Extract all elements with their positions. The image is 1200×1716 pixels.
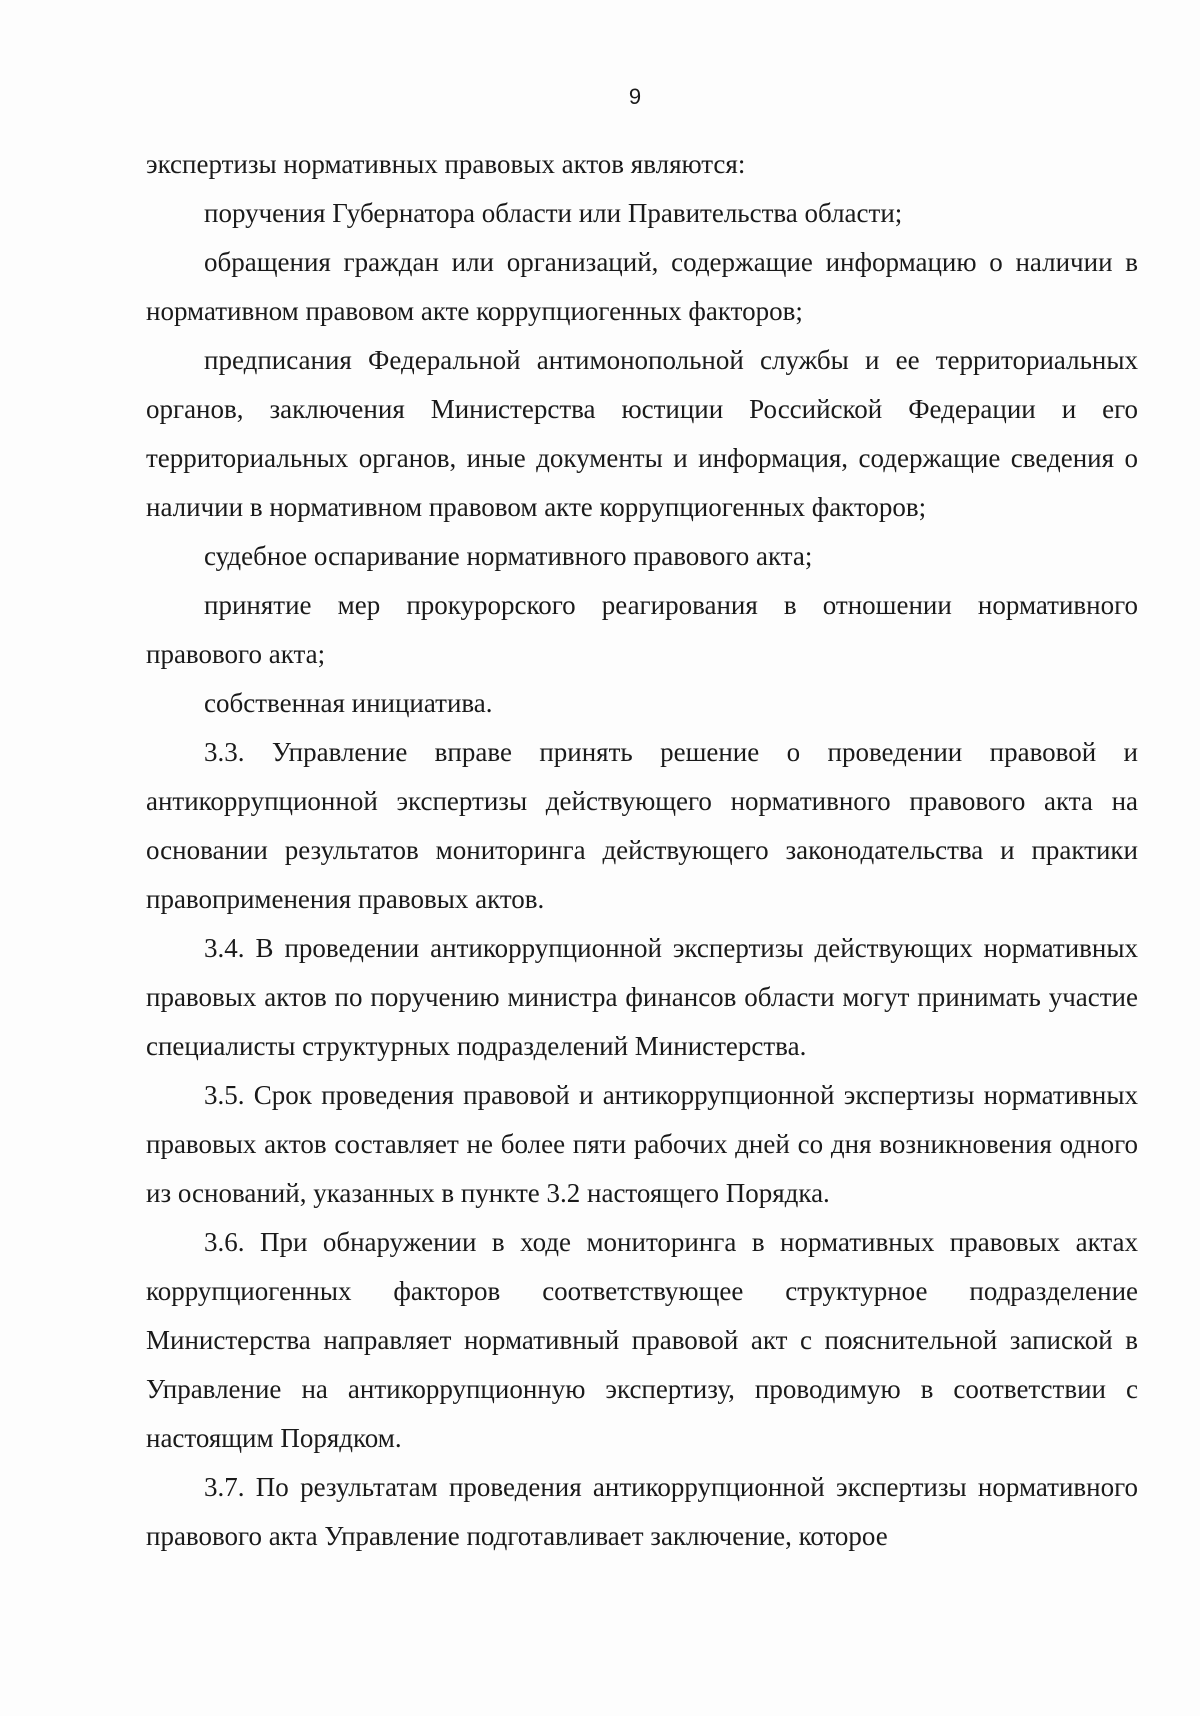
clause-3-3: 3.3. Управление вправе принять решение о проведении правовой и антикоррупционной экспертизы действующего нормативного правового акта на основании результатов мониторинга действующего законодательства и практики правоприменения правовых актов. [146, 737, 1138, 914]
clause-3-6: 3.6. При обнаружении в ходе мониторинга в нормативных правовых актах коррупциогенных факторов соответствующее структурное подразделение Министерства направляет нормативный правовой акт с пояснительной запиской в Управление на антикоррупционную экспертизу, проводимую в соответствии с настоящим Порядком. [146, 1227, 1138, 1453]
list-item-prosecutor-measures: принятие мер прокурорского реагирования в отношении нормативного правового акта; [146, 590, 1138, 669]
list-item-agency-prescriptions: предписания Федеральной антимонопольной службы и ее территориальных органов, заключения Министерства юстиции Российской Федерации и его территориальных органов, иные документы и информация, содержащие сведения о наличии в нормативном правовом акте коррупциогенных факторов; [146, 345, 1138, 522]
page-number: 9 [628, 84, 642, 109]
paragraph-continuation: экспертизы нормативных правовых актов являются: [146, 149, 746, 179]
list-item-governor-orders: поручения Губернатора области или Правительства области; [204, 198, 903, 228]
list-item-own-initiative: собственная инициатива. [204, 688, 493, 718]
list-item-citizen-appeals: обращения граждан или организаций, содержащие информацию о наличии в нормативном правовом акте коррупциогенных факторов; [146, 247, 1138, 326]
list-item-court-challenge: судебное оспаривание нормативного правового акта; [204, 541, 813, 571]
clause-3-7: 3.7. По результатам проведения антикоррупционной экспертизы нормативного правового акта Управление подготавливает заключение, которое [146, 1472, 1138, 1551]
document-body [146, 140, 1138, 1561]
clause-3-5: 3.5. Срок проведения правовой и антикоррупционной экспертизы нормативных правовых актов составляет не более пяти рабочих дней со дня возникновения одного из оснований, указанных в пункте 3.2 настоящего Порядка. [146, 1080, 1138, 1208]
clause-3-4: 3.4. В проведении антикоррупционной экспертизы действующих нормативных правовых актов по поручению министра финансов области могут принимать участие специалисты структурных подразделений Министерства. [146, 933, 1138, 1061]
